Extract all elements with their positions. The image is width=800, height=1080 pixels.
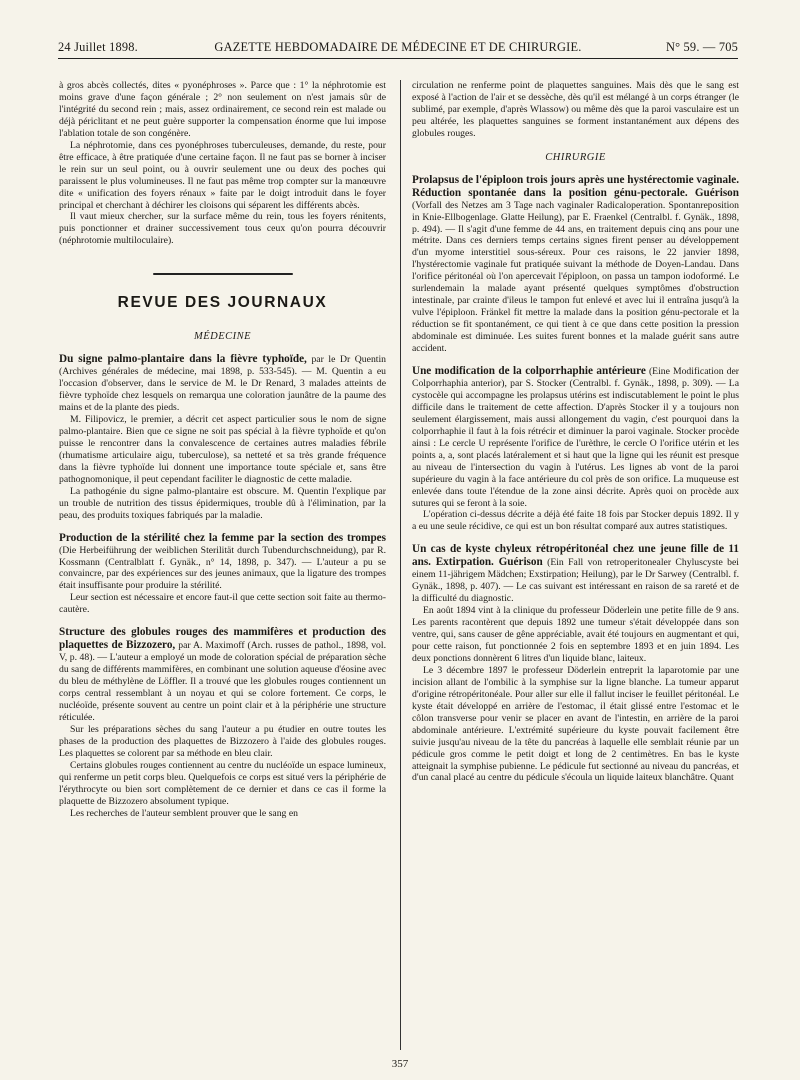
article-title: Du signe palmo-plantaire dans la fièvre typhoïde, <box>59 353 307 366</box>
article <box>412 543 739 784</box>
paragraph: Les recherches de l'auteur semblent prouver que le sang en <box>70 807 298 819</box>
article-title: Prolapsus de l'épiploon trois jours après une hystérectomie vaginale. Réduction spontanée dans la position génu-pectorale. Guérison <box>412 173 739 199</box>
paragraph: En août 1894 vint à la clinique du professeur Döderlein une petite fille de 9 ans. Les parents racontèrent que depuis 1892 une tumeur s'était développée dans son ventre, qui, sans causer de gêne appréciable, avait été toujours en augmentant et qui, pour cette raison, fut ponctionnée 2 fois en septembre 1893 et en juin 1894. Les deux ponctions donnèrent 6 litres d'un liquide blanc, laiteux. <box>412 605 739 664</box>
left-column <box>59 80 386 1050</box>
article-title: Production de la stérilité chez la femme par la section des trompes <box>59 531 386 544</box>
article <box>412 365 739 533</box>
article-text: (Ein Fall von retroperitonealer Chyluscyste bei einem 11-jährigem Mädchen; Exstirpation; Heilung), par le Dr Sarwey (Centralbl. f. Gynäk., 1898, p. 407). — Le cas suivant est intéressant en raison de sa rareté et de la difficulté du diagnostic. <box>412 557 739 605</box>
paragraph: circulation ne renferme point de plaquettes sanguines. Mais dès que le sang est exposé à l'action de l'air et se dessèche, dès qu'il est mélangé à un corps étranger (le sublimé, par exemple, d'après Wlassow) ou même dès que la paroi vasculaire est un peu altérée, les plaquettes sanguines se forment instantanément aux dépens des globules rouges. <box>412 80 739 139</box>
column-divider <box>400 80 401 1050</box>
article <box>59 532 386 617</box>
article-text: (Die Herbeiführung der weiblichen Sterilität durch Tubendurchschneidung), par R. Kossmann (Centralblatt f. Gynäk., n° 14, 1898, p. 347). — L'auteur a pu se convaincre, par des expériences sur des jeunes animaux, que la ligature des trompes était insuffisante pour produire la stérilité. <box>59 544 386 592</box>
article <box>59 626 386 819</box>
paragraph: à gros abcès collectés, dites « pyonéphroses ». Parce que : 1° la néphrotomie est moins grave d'une façon générale ; 2° non seulement on n'est jamais sûr de l'intégrité du second rein ; mais, assez ordinairement, ce second rein est malade ou déjà périclitant et ne peut guère supporter la compensation énorme que lui impose l'ablation totale de son congénère. <box>59 80 386 139</box>
paragraph: La pathogénie du signe palmo-plantaire est obscure. M. Quentin l'explique par un trouble de nutrition des tissus épidermiques, trouble dû à l'élimination, par la peau, des produits toxiques fabriqués par la maladie. <box>59 485 386 521</box>
paragraph: La néphrotomie, dans ces pyonéphroses tuberculeuses, demande, du reste, pour être efficace, à être pratiquée d'une certaine façon. Il ne faut pas se borner à inciser le rein sur un seul point, ou à ouvrir seulement une ou deux des poches qui paraissent le plus volumineuses. Il ne faut pas même trop compter sur la manœuvre dite « unification des foyers rénaux » faite par le doigt introduit dans le foyer principal et cherchant à déchirer les cloisons qui séparent les différents abcès. <box>59 139 386 211</box>
paragraph: Sur les préparations sèches du sang l'auteur a pu étudier en outre toutes les phases de la production des plaquettes de Bizzozero à l'aide des globules rouges. Les plaquettes se colorent par sa méthode en bleu clair. <box>59 723 386 759</box>
paragraph: Leur section est nécessaire et encore faut-il que cette section soit faite au thermo-cautère. <box>59 592 386 616</box>
article-text: (Vorfall des Netzes am 3 Tage nach vaginaler Radicaloperation. Spontanreposition in Knie-Ellbogenlage. Glatte Heilung), par E. Fraenkel (Centralbl. f. Gynäk., 1898, p. 494). — Il s'agit d'une femme de 44 ans, en traitement depuis cinq ans pour une métrite. Dans ces derniers temps certains signes firent penser au développement d'un myome interstitiel sous-séreux. Pour ces raisons, le 22 janvier 1898, l'hystérectomie vaginale fut pratiquée suivant la méthode de Doyen-Landau. Dans l'orifice péritonéal où l'on apercevait l'épiploon, on passa un tampon iodoformé. Le surlendemain la malade ayant présenté quelques symptômes d'obstruction intestinale, par crainte d'ileus le tampon fut enlevé et avec lui il entraîna jusqu'à la vulve l'épiploon. Fränkel fit mettre la malade dans la position génu-pectorale et la réduction se fit spontanément, ce qui tient à ce que dans cette position la pression abdominale est diminuée. Les suites furent bonnes et la malade guérit sans autre accident. <box>412 199 739 355</box>
header-date: 24 Juillet 1898. <box>58 40 138 54</box>
article-text: (Eine Modification der Colporrhaphia anterior), par S. Stocker (Centralbl. f. Gynäk., 1898, p. 309). — La cystocèle qui accompagne les prolapsus utérins est indiscutablement le point le plus difficile dans le traitement de cette affection. D'après Stocker il y a toujours non seulement élargissement, mais aussi allongement du vagin, c'est pourquoi dans la colporrhaphie il faut à la fois rétrécir et diminuer la paroi vaginale. Stocker procède ainsi : Le cercle U représente l'orifice de l'urèthre, le cercle O l'orifice utérin et les points a, a, sont placés latéralement et si haut que la ligne qui les réunit est presque au niveau de l'intersection du vagin à l'utérus. Les lignes ab vont de la paroi supérieure du vagin à la face antérieure du col près de son orifice. La muqueuse est enlevée dans toute l'étendue de la zone ainsi décrite. Après quoi on procède aux sutures qui se feront à la soie. <box>412 366 739 509</box>
article-title: Structure des globules rouges des mammifères et production des plaquettes de Bizzozero, <box>59 626 386 652</box>
article-title: Une modification de la colporrhaphie antérieure <box>412 365 646 378</box>
header-issue: N° 59. — 705 <box>665 40 738 54</box>
subsection-title: MÉDECINE <box>193 331 252 343</box>
ornamental-rule <box>59 263 386 285</box>
header-title: GAZETTE HEBDOMADAIRE DE MÉDECINE ET DE CHIRURGIE. <box>214 40 582 54</box>
article-title: Un cas de kyste chyleux rétropéritonéal chez une jeune fille de 11 ans. Extirpation. Guérison <box>412 543 739 569</box>
paragraph: Certains globules rouges contiennent au centre du nucléoïde un espace lumineux, qui renferme un petit corps bleu. Quelquefois ce corps est situé vers la périphérie de l'érythrocyte ou bien sort complètement de ce dernier et dans ce cas il forme la plaquette de Bizzozero absolument typique. <box>59 759 386 807</box>
paragraph: M. Filipovicz, le premier, a décrit cet aspect particulier sous le nom de signe palmo-plantaire. Bien que ce signe ne soit pas spécial à la fièvre typhoïde et qu'on puisse le rencontrer dans la convalescence de certaines autres maladies fébrile (rhumatisme articulaire aigu, tuberculose), sa netteté et sa très grande fréquence dans la fièvre typhoïde lui donnent une importance toute spéciale et, sans être pathognomonique, il peut cependant faciliter le diagnostic de cette maladie. <box>59 414 386 485</box>
page-number: 357 <box>391 1058 409 1070</box>
article <box>412 174 739 355</box>
page-header <box>58 40 738 59</box>
paragraph: L'opération ci-dessus décrite a déjà été faite 18 fois par Stocker depuis 1892. Il y a eu une seule récidive, ce qui est un bon résultat comparé aux autres statistiques. <box>412 509 739 533</box>
subsection-title: CHIRURGIE <box>545 151 606 163</box>
article-text: par A. Maximoff (Arch. russes de pathol., 1898, vol. V, p. 48). — L'auteur a employé un mode de coloration spécial de préparation sèche du sang de différents mammifères, en combinant une solution aqueuse d'éosine avec du bleu de méthylène de Löffler. Il a trouvé que les globules rouges contiennent un corps central ressemblant à un noyau et qui se colore fortement. Ce corps, le nucléoïde, présente souvent au centre un point clair et à la périphérie une structure réticulée. <box>59 640 386 723</box>
paragraph: Le 3 décembre 1897 le professeur Döderlein entreprit la laparotomie par une incision allant de l'ombilic à la symphise sur la ligne blanche. La tumeur apparut d'origine rétropéritonéale. Pour aller sur elle il fallut inciser le feuillet péritonéal. Le kyste était développé en arrière de l'estomac, il était glissé entre l'estomac et le côlon transverse pour venir se placer en avant de l'intestin, en arrière de la paroi abdominale antérieure. L'extrémité supérieure du kyste pouvait facilement être suivie jusqu'au niveau de la tête du pancréas à laquelle elle semblait réunie par un pédicule gros comme le petit doigt et long de 2 centimètres. En bas le kyste atteignait la symphise pubienne. Le pédicule fut sectionné au niveau du pancréas, et d'un canal placé au centre du pédicule s'écoula un liquide laiteux blanchâtre. Quant <box>412 664 739 784</box>
section-title: REVUE DES JOURNAUX <box>117 294 328 312</box>
paragraph: Il vaut mieux chercher, sur la surface même du rein, tous les foyers rénitents, puis ponctionner et drainer successivement tous ceux qu'on pourra découvrir (néphrotomie multiloculaire). <box>59 211 386 247</box>
article <box>59 353 386 521</box>
right-column <box>412 80 739 1050</box>
article-text: par le Dr Quentin (Archives générales de médecine, mai 1898, p. 533-545). — M. Quentin a eu l'occasion d'observer, dans le service de M. le Dr Renard, 3 malades atteints de fièvre typhoïde chez lesquels on remarqua une coloration jaunâtre de la paume des mains et de la plante des pieds. <box>59 354 386 414</box>
